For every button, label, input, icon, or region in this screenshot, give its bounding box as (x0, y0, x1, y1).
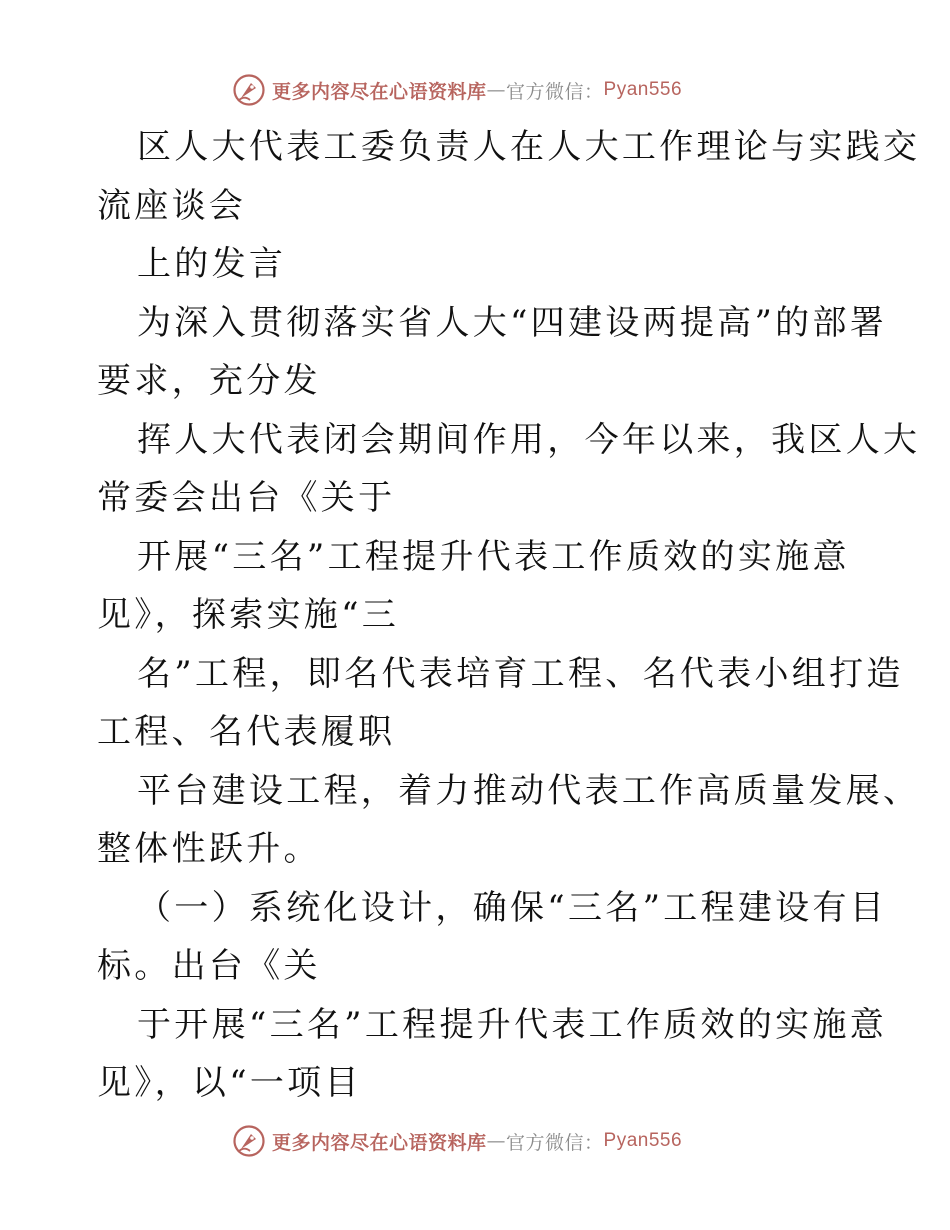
document-line: 平台建设工程，着力推动代表工作高质量发展、 (137, 770, 921, 811)
header-watermark (232, 73, 682, 107)
document-line: 见》，以“一项目 (97, 1063, 362, 1103)
document-line: 开展“三名”工程提升代表工作质效的实施意 (137, 536, 850, 577)
pen-nib-circle-icon (232, 73, 266, 107)
document-line: 标。出台《关 (97, 946, 321, 986)
watermark-dash: — (486, 79, 507, 101)
document-line: 整体性跃升。 (97, 829, 321, 869)
document-body (97, 118, 921, 1113)
footer-watermark (232, 1124, 682, 1158)
document-line: 见》，探索实施“三 (97, 595, 400, 635)
watermark-official-label: 官方微信： (506, 80, 604, 103)
watermark-dash: — (486, 1130, 507, 1152)
document-line: 于开展“三名”工程提升代表工作质效的实施意 (137, 1004, 888, 1045)
document-line: 区人大代表工委负责人在人大工作理论与实践交 (137, 127, 921, 167)
document-line: 工程、名代表履职 (97, 712, 396, 752)
watermark-official-label: 官方微信： (506, 1131, 604, 1154)
document-line: （一）系统化设计，确保“三名”工程建设有目 (137, 887, 888, 928)
pen-nib-circle-icon (232, 1124, 266, 1158)
document-line: 要求，充分发 (97, 361, 321, 401)
watermark-wechat-id: Pyan556 (603, 79, 683, 100)
document-line: 常委会出台《关于 (97, 478, 396, 518)
watermark-main-text: 更多内容尽在心语资料库 (272, 80, 487, 103)
document-line: 流座谈会 (97, 185, 247, 226)
document-line: 为深入贯彻落实省人大“四建设两提高”的部署 (137, 302, 888, 343)
watermark-wechat-id: Pyan556 (603, 1130, 683, 1151)
document-line: 名”工程，即名代表培育工程、名代表小组打造 (137, 653, 904, 694)
watermark-main-text: 更多内容尽在心语资料库 (272, 1131, 487, 1154)
document-line: 上的发言 (137, 244, 287, 284)
document-line: 挥人大代表闭会期间作用，今年以来，我区人大 (137, 419, 921, 460)
